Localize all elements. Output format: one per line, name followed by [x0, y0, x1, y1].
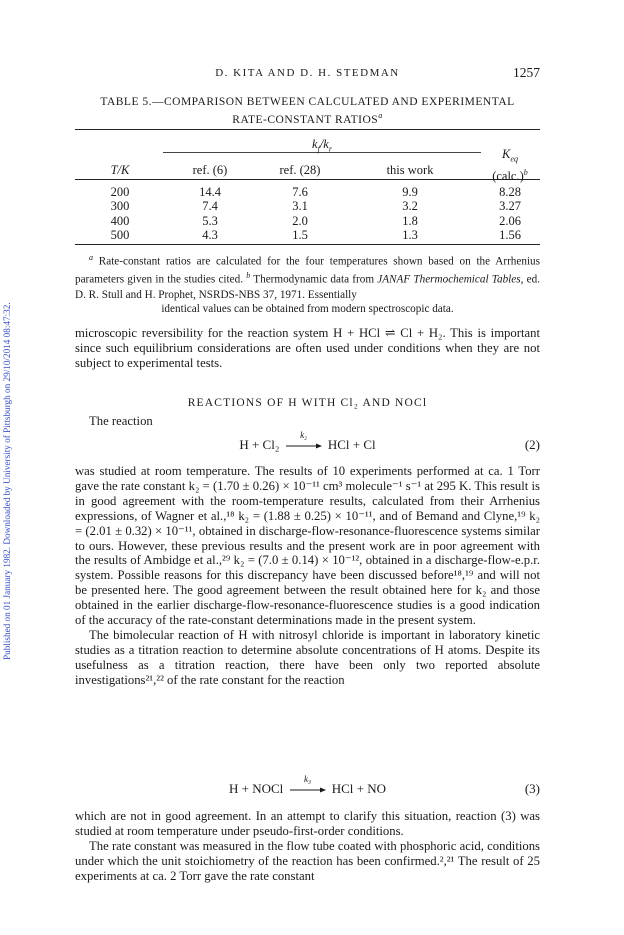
download-note-text: Published on 01 January 1982. Downloaded by University of Pittsburgh on 29/10/2014 08:47:32. — [2, 302, 12, 660]
table-cell: 1.56 — [499, 227, 521, 242]
para-results-k2: was studied at room temperature. The results of 10 experiments performed at ca. 1 Torr gave the rate constant k₂ = (1.70 ± 0.26) × 10⁻¹¹ cm³ molecule⁻¹ s⁻¹ at 295 K. This result is in good agreement with the room-temperature results, calculated from their Arrhenius expressions, of Wagner et al.,¹⁸ k₂ = (1.88 ± 0.25) × 10⁻¹¹, and of Bemand and Clyne,¹⁹ k₂ = (2.01 ± 0.32) × 10⁻¹¹, obtained in discharge-flow-resonance-fluorescence systems similar to ours. However, these previous results and the present work are in poor agreement with the results of Ambidge et al.,²⁹ k₂ = (7.0 ± 0.14) × 10⁻¹², obtained in a discharge-flow-e.p.r. system. Possible reasons for this discrepancy have been discussed before¹⁸,¹⁹ and will not be presented here. The good agreement between the result obtained here for k₂ and those obtained in the earlier discharge-flow-resonance-fluorescence studies is a good indication of the accuracy of the rate-constant determinations made in the present system. The bimolecular reaction of H with nitrosyl chloride is important in laboratory kinetic studies as a titration reaction to determine absolute concentrations of H atoms. Despite its usefulness as a titration reaction, there have been only two reported absolute investigations²¹,²² of the rate constant for the reaction — [75, 464, 540, 687]
table-cell: 300 — [110, 199, 130, 214]
table-cell: 1.5 — [292, 227, 308, 242]
para-nocl: The bimolecular reaction of H with nitrosyl chloride is important in laboratory kinetic studies as a titration reaction to determine absolute concentrations of H atoms. Despite its usefulness as a titration reaction, there have been only two reported absolute investigations²¹,²² of the rate constant for the reaction — [75, 627, 540, 687]
table-cell: 3.27 — [499, 199, 521, 214]
table-footnotes: $^a$ Rate-constant ratios are calculated for the four temperatures shown based on the Arrhenius parameters given in the studies cited. $^b$ Thermodynamic data from JANAF Thermochemical Tables, ed. D. R. Stull and H. Prophet, NSRDS-NBS 37, 1971. Essentially identical values can be obtained from modern spectroscopic data. — [75, 253, 540, 316]
footnote-b-source: JANAF Thermochemical Tables — [377, 274, 521, 287]
running-header — [75, 67, 540, 83]
col-header-this-work: this work — [386, 163, 434, 177]
table-cell: 3.1 — [292, 199, 308, 214]
table-top-rule — [75, 129, 540, 130]
col-header-ref28: ref. (28) — [279, 163, 321, 177]
table-cell: 1.3 — [402, 227, 418, 242]
table-cell: 4.3 — [202, 227, 218, 242]
running-title: D. KITA AND D. H. STEDMAN — [215, 67, 400, 79]
table-cell: 2.0 — [292, 213, 308, 228]
table-cell: 7.6 — [292, 185, 308, 199]
col-header-ref6: ref. (6) — [192, 163, 228, 177]
equation-2: H + Cl₂ k₂ HCl + Cl (2) — [239, 430, 540, 452]
table-cell: 8.28 — [499, 185, 521, 199]
section-heading: REACTIONS OF H WITH Cl₂ AND NOCl — [187, 397, 428, 409]
table-cell: 9.9 — [402, 185, 418, 199]
page-number: 1257 — [513, 65, 540, 80]
footnote-a: Rate-constant ratios are calculated for the four temperatures shown based on the Arrhenius parameters given in the studies cited. — [75, 255, 540, 287]
group-header-kf-kr: $k_f/k_r$ — [312, 137, 332, 154]
col-header-keq: $K_{eq}$ (calc.)$^b$ — [492, 147, 528, 183]
table-cell: 200 — [110, 185, 130, 199]
table-cell: 3.2 — [402, 199, 418, 214]
table-caption-line2: RATE-CONSTANT RATIOS$^a$ — [232, 111, 383, 126]
table-cell: 400 — [110, 213, 130, 228]
reaction-arrow-icon: k₂ — [286, 441, 322, 451]
footnote-b-end: identical values can be obtained from modern spectroscopic data. — [161, 303, 454, 316]
para-the-reaction: The reaction — [89, 414, 153, 428]
download-note — [0, 160, 20, 660]
equation-2-number: (2) — [524, 437, 540, 452]
table-cell: 5.3 — [202, 213, 218, 228]
table-cell: 7.4 — [202, 199, 218, 214]
col-header-t: T/K — [110, 163, 130, 177]
para-pseudo-first-order: which are not in good agreement. In an attempt to clarify this situation, reaction (3) was studied at room temperature under pseudo-first-order conditions. The rate constant was measured in the flow tube coated with phosphoric acid, conditions under which the unit stoichiometry of the reaction has been confirmed.²,²¹ The result of 25 experiments at ca. 2 Torr gave the rate constant — [75, 809, 540, 883]
reaction-arrow-icon: k₃ — [290, 785, 326, 795]
para-microscopic-reversibility: microscopic reversibility for the reaction system H + HCl ⇌ Cl + H₂. This is important since such equilibrium considerations are often used under conditions when they are not subject to experimental tests. — [75, 326, 540, 370]
table-cell: 500 — [110, 227, 130, 242]
table-caption — [75, 95, 540, 127]
equation-3: H + NOCl k₃ HCl + NO (3) — [228, 774, 540, 796]
table-header-rule — [75, 179, 540, 180]
table-cell: 14.4 — [199, 185, 221, 199]
table-caption-line1: TABLE 5.—COMPARISON BETWEEN CALCULATED AND EXPERIMENTAL — [100, 96, 515, 108]
table-cell: 1.8 — [402, 213, 418, 228]
table-cell: 2.06 — [499, 213, 521, 228]
equation-3-number: (3) — [524, 781, 540, 796]
para-flow-tube: The rate constant was measured in the flow tube coated with phosphoric acid, conditions under which the unit stoichiometry of the reaction has been confirmed.²,²¹ The result of 25 experiments at ca. 2 Torr gave the rate constant — [75, 838, 540, 883]
table-bottom-rule — [75, 244, 540, 245]
